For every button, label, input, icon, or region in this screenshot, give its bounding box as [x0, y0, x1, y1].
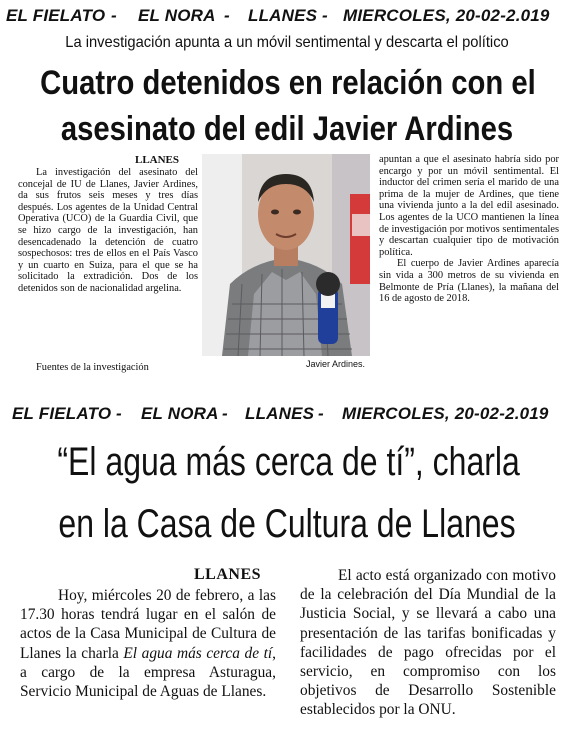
band-sep: - [318, 404, 324, 423]
article-title-line1: Cuatro detenidos en relación con el [40, 64, 536, 102]
article-paragraph: La investigación del asesinato del concejal de IU de Llanes, Javier Ardines, da sus frutos seis meses y tres días después. Los agentes de la Unidad Central Operativa (UCO) de la Guardia Civil, que se hizo cargo de la investigación, han desencadenado la detención de cuatro sospechosos: tres de ellos en el País Vasco y un cuarto en Suiza, para el que se ha solicitado la extradición. Dos de los detenidos son de nacionalidad argelina. [18, 167, 198, 294]
article-paragraph: apuntan a que el asesinato habría sido por encargo y por un móvil sentimental. El inductor del crimen sería el marido de una prima de la mujer de Ardines, que tiene una vivienda junto a la del edil asesinado. Los agentes de la UCO mantienen la línea de investigación por motivos sentimentales y descartan cualquier tipo de motivación política. [379, 154, 559, 258]
photo-caption: Javier Ardines. [306, 359, 366, 369]
article-paragraph: El acto está organizado con motivo de la celebración del Día Mundial de la Justicia Social, y se llevará a cabo una presentación de las tarifas bonificadas y facilidades de pago ofrecidas por el servicio, en compromiso con los objetivos de Desarrollo Sostenible establecidos por la ONU. [300, 567, 556, 719]
band-sep: - [116, 404, 122, 423]
band-newspaper: EL FIELATO [12, 404, 112, 423]
article-column-1 [20, 586, 276, 752]
portrait-illustration [202, 154, 370, 356]
article-title-line2: asesinato del edil Javier Ardines [60, 110, 514, 148]
band-town: LLANES [245, 404, 315, 423]
article-column-1 [18, 167, 198, 357]
article-paragraph: El cuerpo de Javier Ardines aparecía sin vida a 300 metros de su vivienda en Belmonte de Pría (Llanes), la mañana del 16 de agosto de 2018. [379, 258, 559, 305]
band-sep: - [322, 6, 328, 25]
article-column-2 [300, 566, 556, 754]
article-column-1-tail [18, 362, 198, 376]
band-edition: EL NORA [138, 6, 216, 25]
article-title-line2: en la Casa de Cultura de Llanes [58, 502, 516, 546]
band-date: MIERCOLES, 20-02-2.019 [342, 404, 549, 423]
article-title-line1: “El agua más cerca de tí”, charla [57, 440, 520, 484]
article-subtitle: La investigación apunta a un móvil sentimental y descarta el político [65, 34, 509, 51]
article-column-2 [379, 154, 559, 380]
article-paragraph: Fuentes de la investigación [36, 362, 149, 373]
article-photo [202, 154, 370, 356]
article-paragraph: Hoy, miércoles 20 de febrero, a las 17.30 horas tendrá lugar en el salón de actos de la Casa Municipal de Cultura de Llanes la charla El agua más cerca de tí, a cargo de la empresa Asturagua, Servicio Municipal de Aguas de Llanes. [20, 587, 276, 701]
band-newspaper: EL FIELATO [6, 6, 106, 25]
band-sep: - [222, 404, 228, 423]
band-date: MIERCOLES, 20-02-2.019 [343, 6, 550, 25]
band-town: LLANES [248, 6, 318, 25]
talk-title: El agua más cerca de tí [123, 644, 273, 662]
band-sep: - [224, 6, 230, 25]
article-byline: LLANES [135, 154, 180, 166]
article-byline: LLANES [194, 566, 262, 583]
band-edition: EL NORA [141, 404, 219, 423]
band-sep: - [111, 6, 117, 25]
